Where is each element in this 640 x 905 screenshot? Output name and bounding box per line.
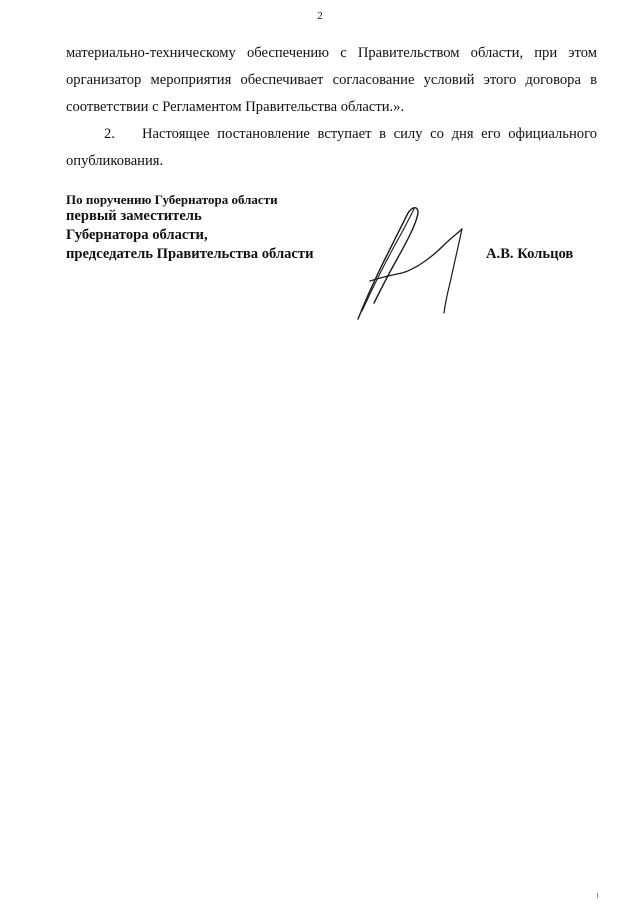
scan-mark [597,893,598,898]
signatory-name: А.В. Кольцов [486,246,574,262]
item-number: 2. [104,126,115,142]
page-number: 2 [317,10,323,22]
position-line-3: председатель Правительства области [66,246,314,262]
paragraph-item-2 [66,121,597,175]
position-line-1: первый заместитель [66,208,202,224]
position-line-2: Губернатора области, [66,227,208,243]
item-text: Настоящее постановление вступает в силу со дня его официального опубликования. [66,126,597,169]
authority-line: По поручению Губернатора области [66,192,278,207]
handwritten-signature [356,203,486,323]
signature-block [66,191,597,331]
signatory-position [66,207,313,264]
paragraph-continuation: материально-техническому обеспечению с Правительством области, при этом организатор мероприятия обеспечивает согласование условий этого договора в соответствии с Регламентом Правительства области.». [66,45,597,115]
document-body [66,40,597,175]
